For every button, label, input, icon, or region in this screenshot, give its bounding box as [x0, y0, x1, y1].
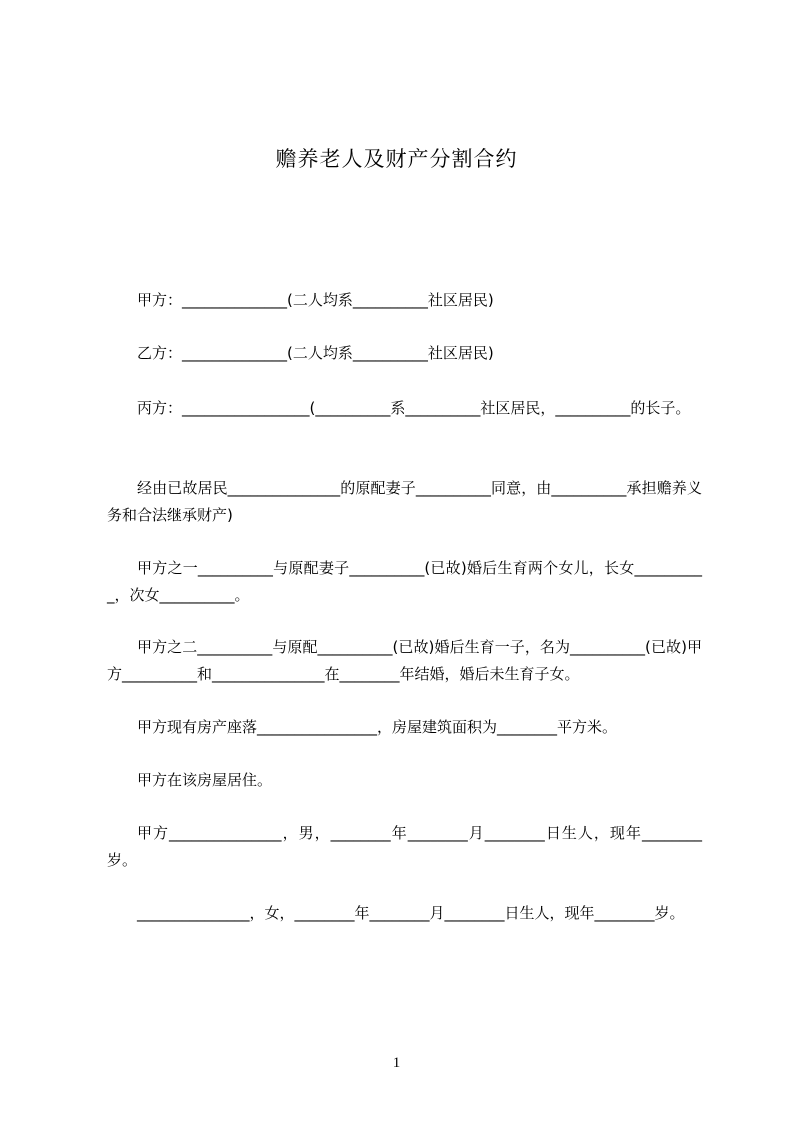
consent-paragraph: 经由已故居民_______________的原配妻子__________同意，由__________承担赡养义务和合法继承财产) — [107, 479, 702, 524]
party-a-two-paragraph: 甲方之二__________与原配__________(已故)婚后生育一子，名为__________(已故)甲方__________和_______________在________年结婚，婚后未生育子女。 — [107, 638, 702, 683]
female-info-paragraph: _______________，女，________年________月________日生人，现年________岁。 — [137, 904, 685, 922]
party-a-line: 甲方：______________(二人均系__________社区居民) — [137, 291, 494, 309]
property-paragraph: 甲方现有房产座落________________，房屋建筑面积为________平方米。 — [137, 718, 618, 736]
party-b-line: 乙方：______________(二人均系__________社区居民) — [137, 344, 494, 362]
page-number: 1 — [392, 1055, 401, 1071]
party-a-one-paragraph: 甲方之一__________与原配妻子__________(已故)婚后生育两个女儿，长女__________，次女__________。 — [107, 559, 702, 604]
male-info-paragraph: 甲方_______________，男，________年________月________日生人，现年________岁。 — [107, 824, 702, 869]
document-title: 赡养老人及财产分割合约 — [275, 147, 518, 171]
residence-paragraph: 甲方在该房屋居住。 — [137, 771, 273, 789]
party-c-paragraph: 丙方：_________________(__________系__________社区居民，__________的长子。 — [137, 399, 691, 417]
